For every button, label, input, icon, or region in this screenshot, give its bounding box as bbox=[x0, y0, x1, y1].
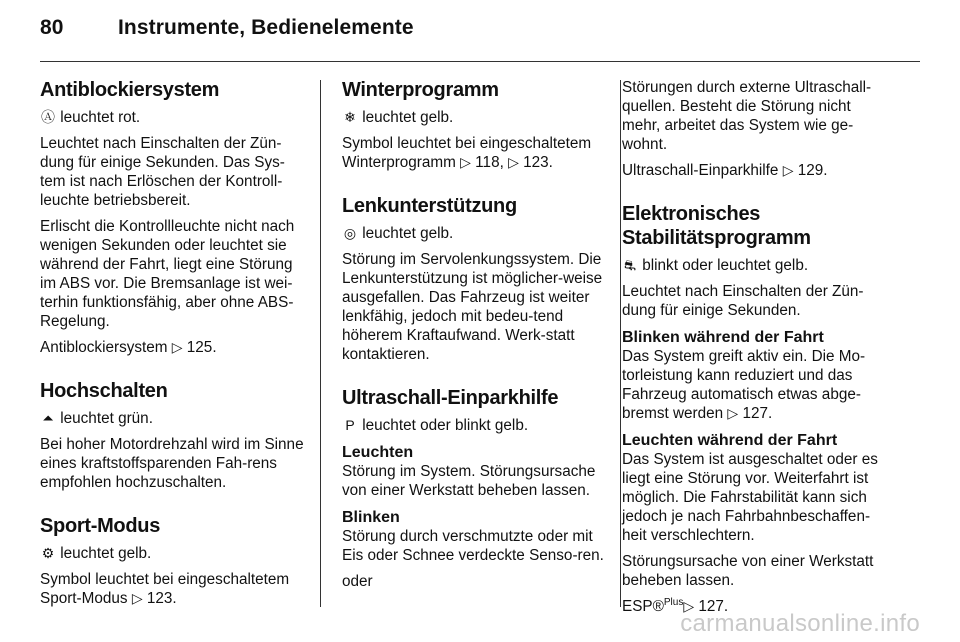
section-heading-upshift: Hochschalten bbox=[40, 380, 168, 402]
column-2 bbox=[342, 78, 607, 598]
abs-reference: Antiblockiersystem ▷ 125. bbox=[40, 339, 217, 356]
parking-status: leuchtet oder blinkt gelb. bbox=[358, 417, 529, 434]
header-rule bbox=[40, 61, 920, 62]
esp-status: blinkt oder leuchtet gelb. bbox=[638, 257, 809, 274]
column-3 bbox=[622, 78, 887, 623]
page-ref[interactable]: 123. bbox=[518, 154, 553, 171]
page-ref[interactable]: 123. bbox=[142, 590, 177, 607]
page-ref[interactable]: 129. bbox=[793, 162, 828, 179]
column-divider bbox=[620, 80, 621, 607]
column-divider bbox=[320, 80, 321, 607]
section-heading-steering: Lenkunterstützung bbox=[342, 195, 517, 217]
sport-mode-icon: ⚙ bbox=[41, 545, 55, 561]
esp-paragraph-2: Störungsursache von einer Werkstatt beheben lassen. bbox=[622, 553, 874, 589]
section-heading-winter: Winterprogramm bbox=[342, 79, 499, 101]
page-number: 80 bbox=[40, 16, 64, 39]
parking-sensor-icon: P bbox=[345, 417, 355, 433]
section-heading-esp: Elektronisches Stabilitätsprogramm bbox=[622, 203, 811, 249]
parking-reference: Ultraschall-Einparkhilfe ▷ 129. bbox=[622, 162, 828, 179]
winter-status: leuchtet gelb. bbox=[358, 109, 454, 126]
abs-warning-icon: Ⓐ bbox=[41, 109, 55, 125]
section-heading-sport: Sport-Modus bbox=[40, 515, 161, 537]
upshift-icon: ⏶ bbox=[42, 410, 54, 426]
sport-status: leuchtet gelb. bbox=[56, 545, 152, 562]
page-header bbox=[40, 16, 414, 40]
esp-leuchten-text: Das System ist ausgeschaltet oder es liegt eine Störung vor. Weiterfahrt ist möglich. Die Fahrstabilität kann sich jedoch je nach Fahrbahnbeschaffen-heit verschlechtern. bbox=[622, 451, 878, 544]
steering-assist-icon: ◎ bbox=[343, 225, 357, 241]
page-ref-arrow-icon: ▷ bbox=[727, 405, 739, 421]
page-ref-arrow-icon: ▷ bbox=[171, 339, 183, 355]
sport-paragraph: Symbol leuchtet bei eingeschaltetem Sport-Modus ▷ 123. bbox=[40, 571, 290, 607]
upshift-status: leuchtet grün. bbox=[56, 410, 153, 427]
upshift-paragraph: Bei hoher Motordrehzahl wird im Sinne eines kraftstoffsparenden Fah-rens empfohlen hochzuschalten. bbox=[40, 436, 304, 491]
esp-blinken-text: Das System greift aktiv ein. Die Mo-torleistung kann reduziert und das Fahrzeug automatisch etwas abge-bremst werden ▷ 127. bbox=[622, 348, 866, 422]
parking-blinken-text: Störung durch verschmutzte oder mit Eis oder Schnee verdeckte Senso-ren. bbox=[342, 528, 604, 564]
esp-reference: ESP®$^{Plus}$▷ 127. bbox=[622, 596, 729, 615]
page-ref[interactable]: 118, bbox=[470, 154, 509, 171]
section-heading-abs: Antiblockiersystem bbox=[40, 79, 220, 101]
section-heading-parking: Ultraschall-Einparkhilfe bbox=[342, 387, 559, 409]
subheading-esp-leuchten: Leuchten während der Fahrt bbox=[622, 432, 838, 449]
winter-paragraph: Symbol leuchtet bei eingeschaltetem Winterprogramm ▷ 118, ▷ 123. bbox=[342, 135, 592, 171]
esp-skid-icon: ⛐ bbox=[623, 257, 637, 273]
page-ref-arrow-icon: ▷ bbox=[131, 590, 143, 606]
parking-leuchten-text: Störung im System. Störungsursache von einer Werkstatt beheben lassen. bbox=[342, 463, 596, 499]
abs-status: leuchtet rot. bbox=[56, 109, 141, 126]
watermark: carmanualsonline.info bbox=[680, 610, 920, 637]
page-title: Instrumente, Bedienelemente bbox=[118, 16, 414, 39]
page-ref[interactable]: 127. bbox=[694, 598, 729, 615]
page-ref[interactable]: 127. bbox=[738, 405, 773, 422]
column-1 bbox=[40, 78, 305, 615]
page-ref-arrow-icon: ▷ bbox=[508, 154, 519, 170]
abs-paragraph-2: Erlischt die Kontrollleuchte nicht nach wenigen Sekunden oder leuchtet sie während der Fahrt, liegt eine Störung im ABS vor. Die Bremsanlage ist wei-terhin funktionsfähig, aber ohne ABS-Regelung. bbox=[40, 218, 295, 330]
page-ref[interactable]: 125. bbox=[182, 339, 217, 356]
steering-status: leuchtet gelb. bbox=[358, 225, 454, 242]
esp-paragraph-1: Leuchtet nach Einschalten der Zün-dung für einige Sekunden. bbox=[622, 283, 864, 319]
steering-paragraph: Störung im Servolenkungssystem. Die Lenkunterstützung ist möglicher-weise ausgefallen. Das Fahrzeug ist weiter lenkfähig, jedoch mit bedeu-tend höherem Kraftaufwand. Werk-statt kontaktieren. bbox=[342, 251, 603, 363]
parking-continued-text: Störungen durch externe Ultraschall-quellen. Besteht die Störung nicht mehr, arbeitet das System wie ge-wohnt. bbox=[622, 79, 872, 153]
page-ref-arrow-icon: ▷ bbox=[782, 162, 794, 178]
subheading-esp-blinken: Blinken während der Fahrt bbox=[622, 329, 824, 346]
parking-oder: oder bbox=[342, 573, 373, 590]
subheading-leuchten: Leuchten bbox=[342, 444, 414, 461]
page-ref-arrow-icon: ▷ bbox=[683, 598, 695, 614]
subheading-blinken: Blinken bbox=[342, 509, 400, 526]
page-ref-arrow-icon: ▷ bbox=[460, 154, 471, 170]
abs-paragraph-1: Leuchtet nach Einschalten der Zün-dung für einige Sekunden. Das Sys-tem ist nach Erlöschen der Kontroll-leuchte betriebsbereit. bbox=[40, 135, 285, 209]
snowflake-icon: ❄ bbox=[344, 109, 356, 125]
